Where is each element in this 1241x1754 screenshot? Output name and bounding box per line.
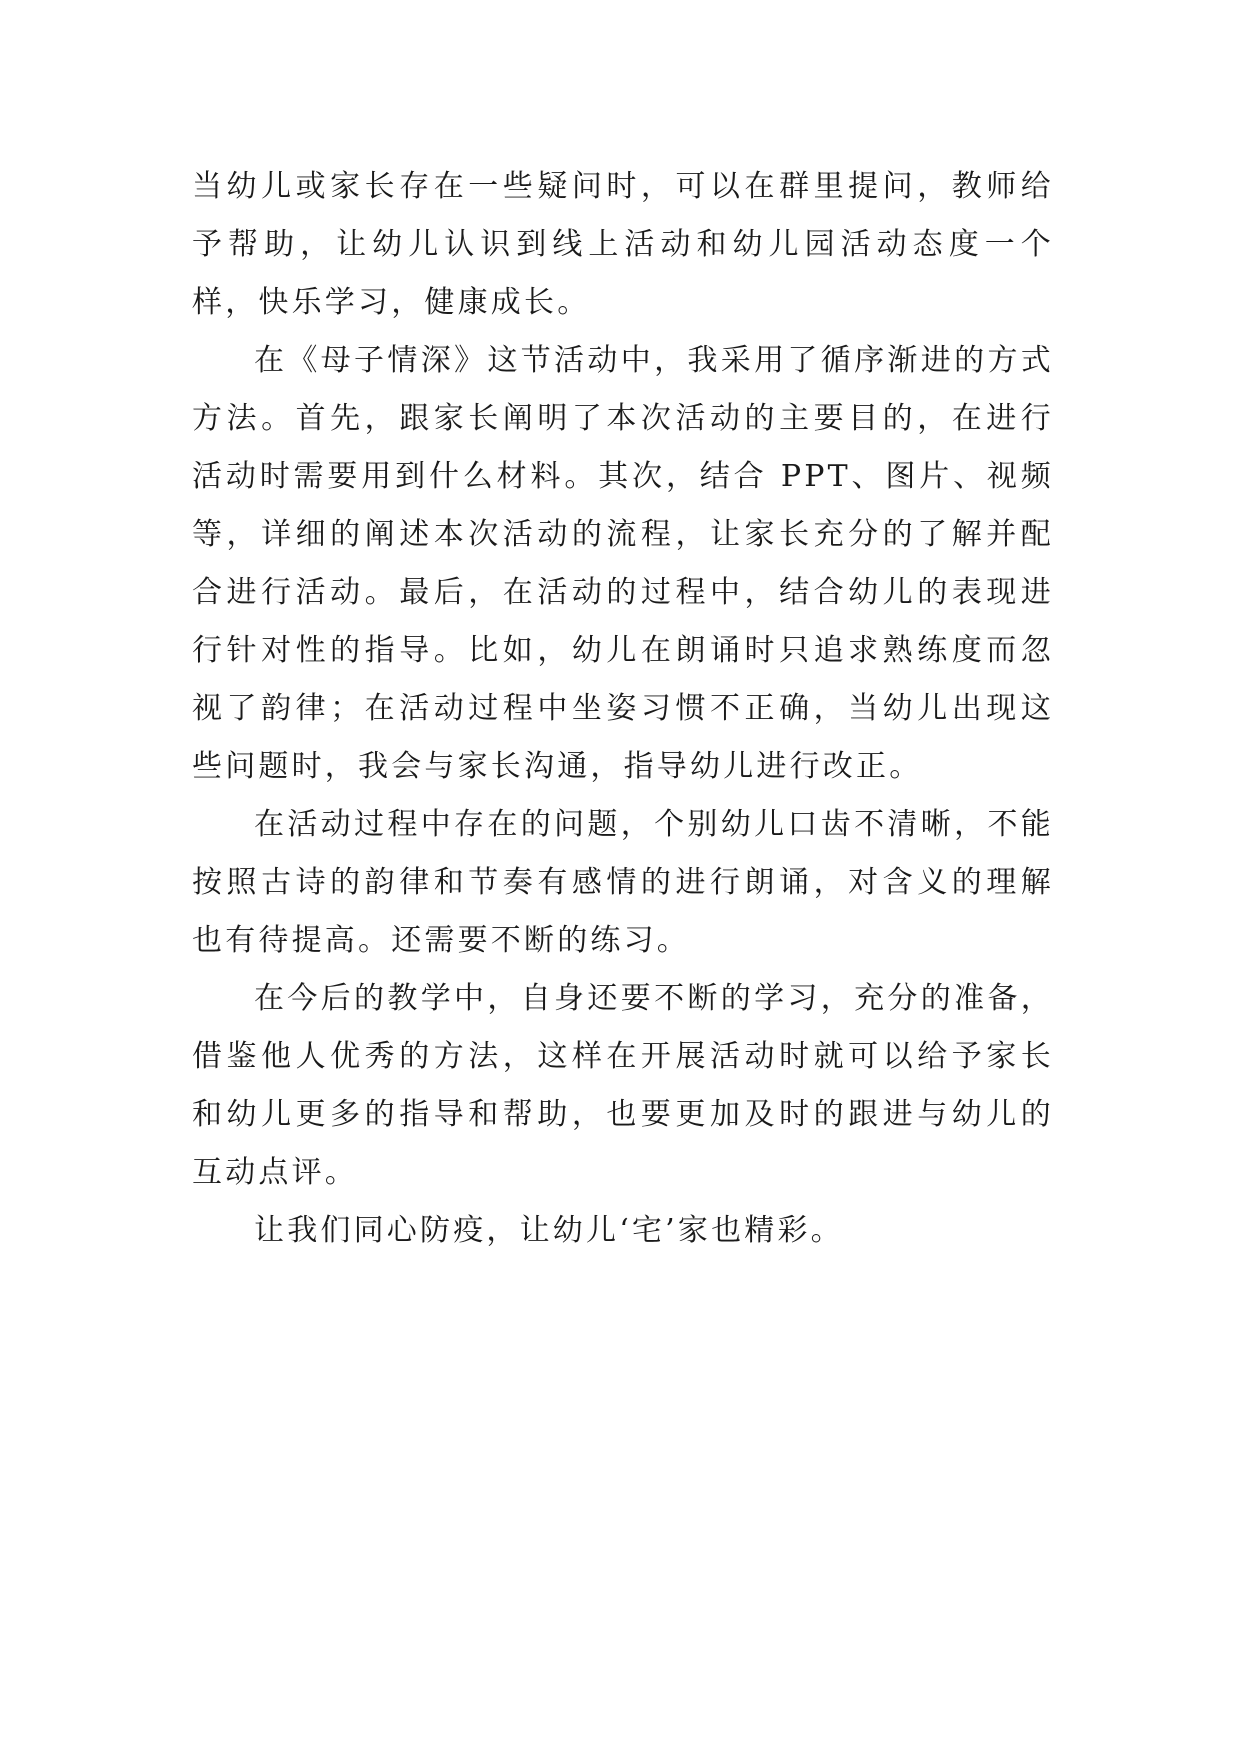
paragraph-activity-method: 在《母子情深》这节活动中，我采用了循序渐进的方式方法。首先，跟家长阐明了本次活动的主要目的，在进行活动时需要用到什么材料。其次，结合 PPT、图片、视频等，详细的阐述本次活动的流程，让家长充分的了解并配合进行活动。最后，在活动的过程中，结合幼儿的表现进行针对性的指导。比如，幼儿在朗诵时只追求熟练度而忽视了韵律；在活动过程中坐姿习惯不正确，当幼儿出现这些问题时，我会与家长沟通，指导幼儿进行改正。 (192, 343, 1054, 784)
paragraph-closing: 让我们同心防疫，让幼儿‘宅’家也精彩。 (254, 1213, 844, 1248)
paragraph-continuation: 当幼儿或家长存在一些疑问时，可以在群里提问，教师给予帮助，让幼儿认识到线上活动和幼儿园活动态度一个样，快乐学习，健康成长。 (192, 169, 1054, 320)
document-body (192, 158, 1054, 1260)
paragraph-problems: 在活动过程中存在的问题，个别幼儿口齿不清晰，不能按照古诗的韵律和节奏有感情的进行朗诵，对含义的理解也有待提高。还需要不断的练习。 (192, 807, 1054, 958)
paragraph-future-teaching: 在今后的教学中，自身还要不断的学习，充分的准备，借鉴他人优秀的方法，这样在开展活动时就可以给予家长和幼儿更多的指导和帮助，也要更加及时的跟进与幼儿的互动点评。 (192, 981, 1054, 1190)
